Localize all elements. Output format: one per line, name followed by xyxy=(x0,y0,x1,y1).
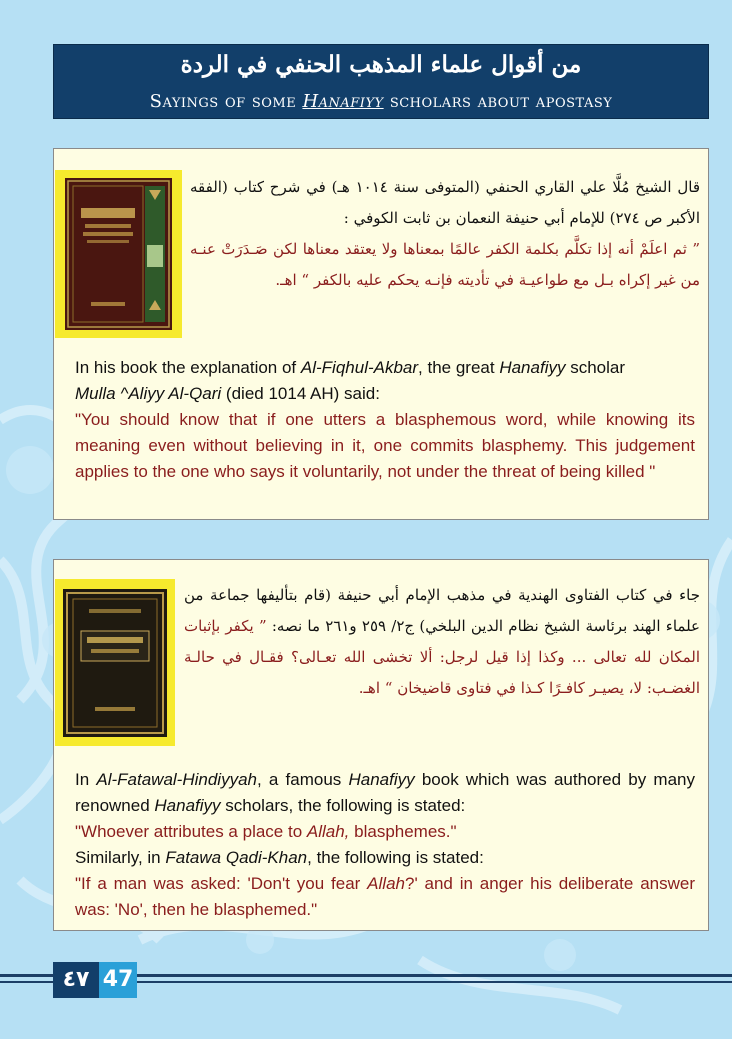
section2-hanafiyy: Hanafiyy xyxy=(154,796,221,815)
book-cover-2 xyxy=(55,579,175,746)
section1-hanafiyy: Hanafiyy xyxy=(499,358,566,377)
section2-english-quote-2 xyxy=(75,871,695,923)
section2-q1-part: "Whoever attributes a place to xyxy=(75,822,307,841)
page-header xyxy=(53,44,709,119)
page-number-arabic: ٤٧ xyxy=(53,962,99,998)
section2-en-part: , a famous xyxy=(257,770,349,789)
section2-english-intro xyxy=(75,767,695,819)
section2-q2-part: ?' and in anger his deliberate answer was: 'No', then he blasphemed." xyxy=(75,874,696,919)
section2-q2-part: "If a man was asked: 'Don't you fear xyxy=(75,874,368,893)
section2-sim-part: Similarly, in xyxy=(75,848,166,867)
header-title-en-post: scholars about apostasy xyxy=(383,91,613,112)
section1-english-text xyxy=(75,355,695,485)
header-title-en-hanafiyy: Hanafiyy xyxy=(302,91,384,112)
section2-en-part: In xyxy=(75,770,97,789)
section1-en-part: , the great xyxy=(418,358,500,377)
section2-hanafiyy: Hanafiyy xyxy=(348,770,415,789)
section1-en-part: scholar xyxy=(565,358,625,377)
section2-arabic-quote: ” يكفر بإثبات المكان لله تعالى ... وكذا إذا قيل لرجل: ألا تخشى الله تعـالى؟ فقـال في حالـة الغضـب: لا، يصيـر كافـرًا كـذا في فتاوى قاضيخان “ اهـ. xyxy=(184,617,700,697)
section1-english-intro xyxy=(75,355,695,407)
section2-arabic-text xyxy=(184,580,700,704)
section1-english-quote: "You should know that if one utters a blasphemous word, while knowing its meaning even without believing in it, one commits blasphemy. This judgement applies to the one who says it voluntarily, not under the threat of being killed " xyxy=(75,410,695,481)
section2-english-similarly xyxy=(75,845,695,871)
section1-book-title: Al-Fiqhul-Akbar xyxy=(300,358,419,377)
book-cover-1 xyxy=(55,170,182,338)
section1-arabic-intro: قال الشيخ مُلَّا علي القاري الحنفي (المتوفى سنة ١٠١٤ هـ) في شرح كتاب (الفقه الأكبر ص ٢٧٤) للإمام أبي حنيفة النعمان بن ثابت الكوفي : xyxy=(190,178,700,227)
section2-q2-allah: Allah xyxy=(367,874,405,893)
section1-arabic-text xyxy=(190,172,700,296)
section2-q1-part: blasphemes." xyxy=(349,822,457,841)
section2-arabic-intro: جاء في كتاب الفتاوى الهندية في مذهب الإمام أبي حنيفة (قام بتأليفها جماعة من علماء الهند برئاسة الشيخ نظام الدين البلخي) ج٢/ ٢٥٩ و٢٦١ ما نصه: xyxy=(184,586,700,635)
section2-english-quote-1 xyxy=(75,819,695,845)
section2-book-title: Al-Fatawal-Hindiyyah xyxy=(96,770,257,789)
section1-arabic-quote: ” ثم اعلَمْ أنه إذا تكلَّم بكلمة الكفر عالمًا بمعناها ولا يعتقد معناها لكن صَـدَرَتْ عنـه من غير إكراه بـل مع طواعيـة في تأديته فإنـه يحكم عليه بالكفر “ اهـ. xyxy=(190,240,700,289)
section1-scholar-name: Mulla ^Aliyy Al-Qari xyxy=(75,384,222,403)
section2-en-part: scholars, the following is stated: xyxy=(220,796,466,815)
page-number: 47 xyxy=(99,962,137,998)
section2-sim-part: , the following is stated: xyxy=(307,848,484,867)
section2-book2-title: Fatawa Qadi-Khan xyxy=(165,848,308,867)
header-title-en-pre: Sayings of some xyxy=(149,91,303,112)
section2-q1-allah: Allah, xyxy=(306,822,350,841)
header-title-arabic: من أقوال علماء المذهب الحنفي في الردة xyxy=(180,51,582,78)
section1-en-part: (died 1014 AH) said: xyxy=(221,384,380,403)
header-title-english xyxy=(54,91,708,112)
section2-en-part: book which was authored by many renowned xyxy=(75,770,695,815)
book-cover-fatawa-hindiyyah-icon xyxy=(55,579,175,746)
section2-english-text xyxy=(75,767,695,923)
book-cover-fiqh-akbar-icon xyxy=(55,170,182,338)
section1-en-part: In his book the explanation of xyxy=(75,358,301,377)
